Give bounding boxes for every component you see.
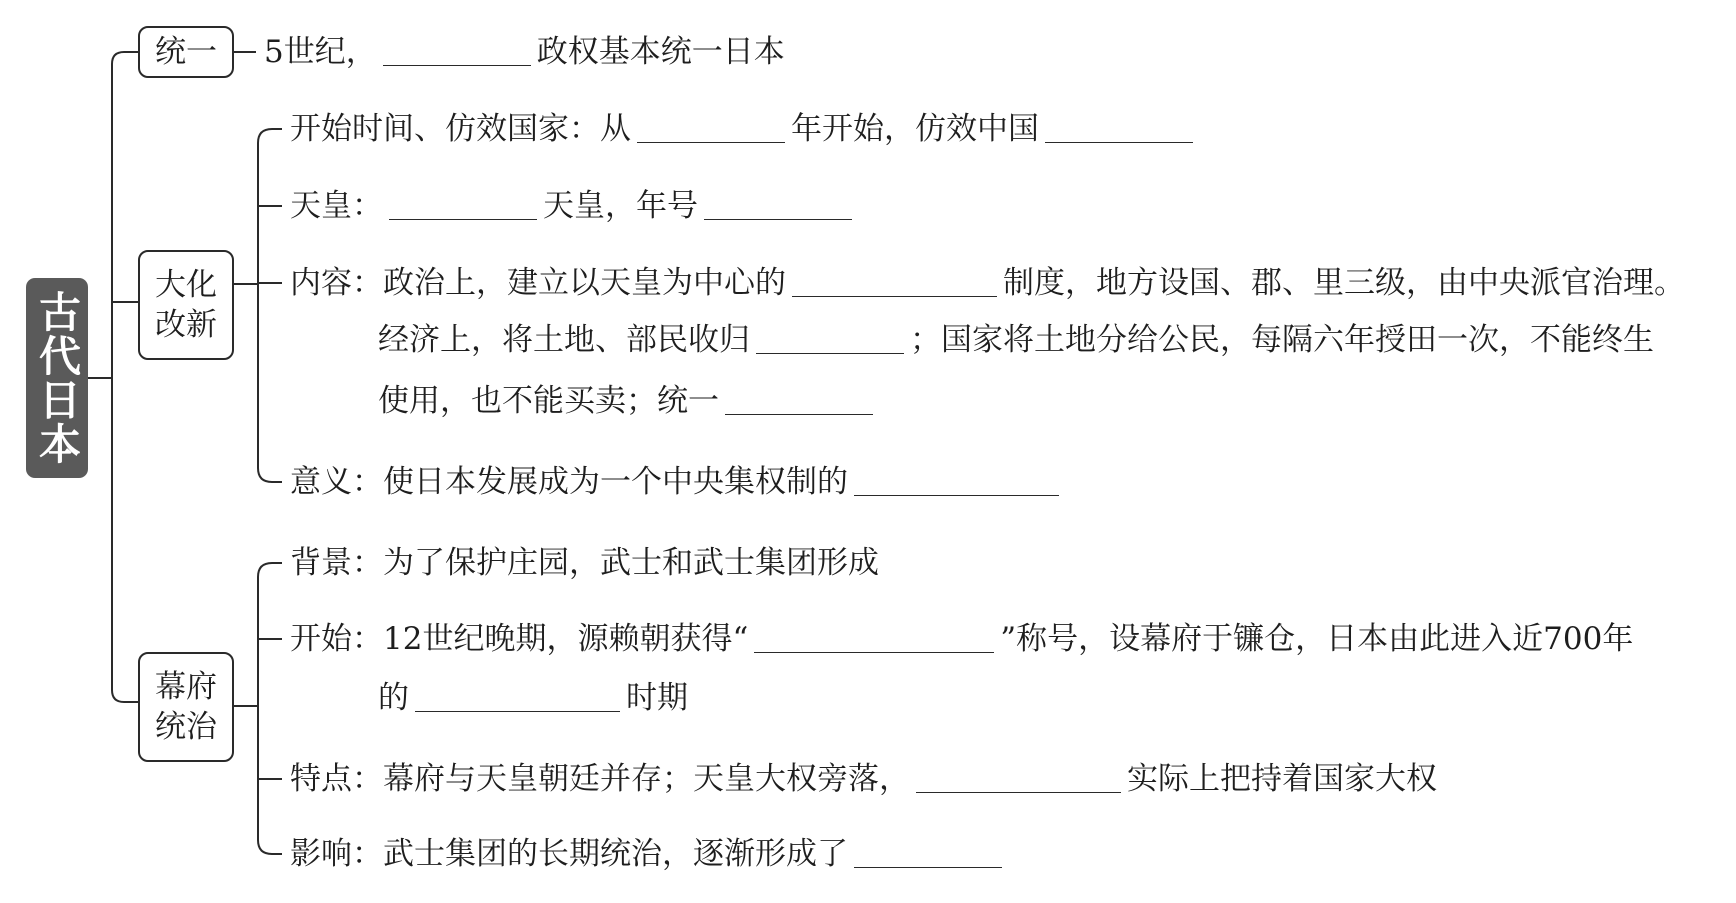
root-title-box: 古代日本	[26, 278, 88, 478]
content-row	[290, 98, 1199, 160]
fill-in-blank[interactable]	[756, 323, 904, 354]
category-box-bakufu	[138, 652, 234, 762]
row-text: 开始时间、仿效国家：从	[290, 111, 631, 147]
fill-in-blank[interactable]	[916, 762, 1121, 793]
content-row	[290, 823, 1008, 885]
fill-in-blank[interactable]	[383, 35, 531, 66]
fill-in-blank[interactable]	[1045, 112, 1193, 143]
row-text: 天皇：	[290, 188, 383, 224]
fill-in-blank[interactable]	[792, 266, 997, 297]
taika-bracket	[258, 129, 282, 482]
main-bracket	[112, 52, 138, 702]
row-text: 特点：幕府与天皇朝廷并存；天皇大权旁落，	[290, 761, 910, 797]
content-row	[290, 608, 1633, 670]
row-text: ”称号，设幕府于镰仓，日本由此进入近700年	[1000, 621, 1634, 657]
row-text: 政权基本统一日本	[536, 34, 785, 70]
fill-in-blank[interactable]	[725, 384, 873, 415]
category-label-line: 改新	[155, 307, 217, 343]
row-text: 5世纪，	[264, 34, 377, 70]
category-label-line: 大化	[155, 266, 217, 303]
content-row	[290, 532, 879, 594]
row-text: 年开始，仿效中国	[791, 111, 1039, 147]
content-row	[378, 309, 1654, 371]
row-text: 使用，也不能买卖；统一	[378, 383, 719, 419]
content-row	[264, 21, 785, 83]
fill-in-blank[interactable]	[854, 837, 1002, 868]
content-row	[290, 175, 858, 237]
bakufu-bracket	[258, 563, 282, 854]
category-label: 统一	[155, 33, 217, 70]
row-text: 的	[378, 680, 409, 716]
row-text: 经济上，将土地、部民收归	[378, 322, 750, 358]
content-row	[378, 370, 879, 432]
row-text: 实际上把持着国家大权	[1127, 761, 1437, 797]
row-text: 开始：12世纪晚期，源赖朝获得“	[290, 621, 749, 657]
fill-in-blank[interactable]	[704, 189, 852, 220]
content-row	[290, 748, 1437, 810]
fill-in-blank[interactable]	[389, 189, 537, 220]
row-text: 背景：为了保护庄园，武士和武士集团形成	[290, 545, 879, 581]
row-text: 天皇，年号	[543, 188, 698, 224]
row-text: ；国家将土地分给公民，每隔六年授田一次，不能终生	[910, 322, 1654, 358]
category-box-unify	[138, 26, 234, 78]
category-box-taika	[138, 250, 234, 360]
row-text: 影响：武士集团的长期统治，逐渐形成了	[290, 836, 848, 872]
content-row	[290, 451, 1065, 513]
fill-in-blank[interactable]	[754, 622, 994, 653]
content-row	[290, 252, 1685, 314]
row-text: 意义：使日本发展成为一个中央集权制的	[290, 464, 848, 500]
fill-in-blank[interactable]	[854, 465, 1059, 496]
row-text: 制度，地方设国、郡、里三级，由中央派官治理。	[1003, 265, 1685, 301]
content-row	[378, 667, 688, 729]
category-label-line: 幕府	[155, 668, 217, 705]
row-text: 时期	[626, 680, 688, 716]
fill-in-blank[interactable]	[415, 681, 620, 712]
row-text: 内容：政治上，建立以天皇为中心的	[290, 265, 786, 301]
fill-in-blank[interactable]	[637, 112, 785, 143]
category-label-line: 统治	[155, 709, 217, 745]
